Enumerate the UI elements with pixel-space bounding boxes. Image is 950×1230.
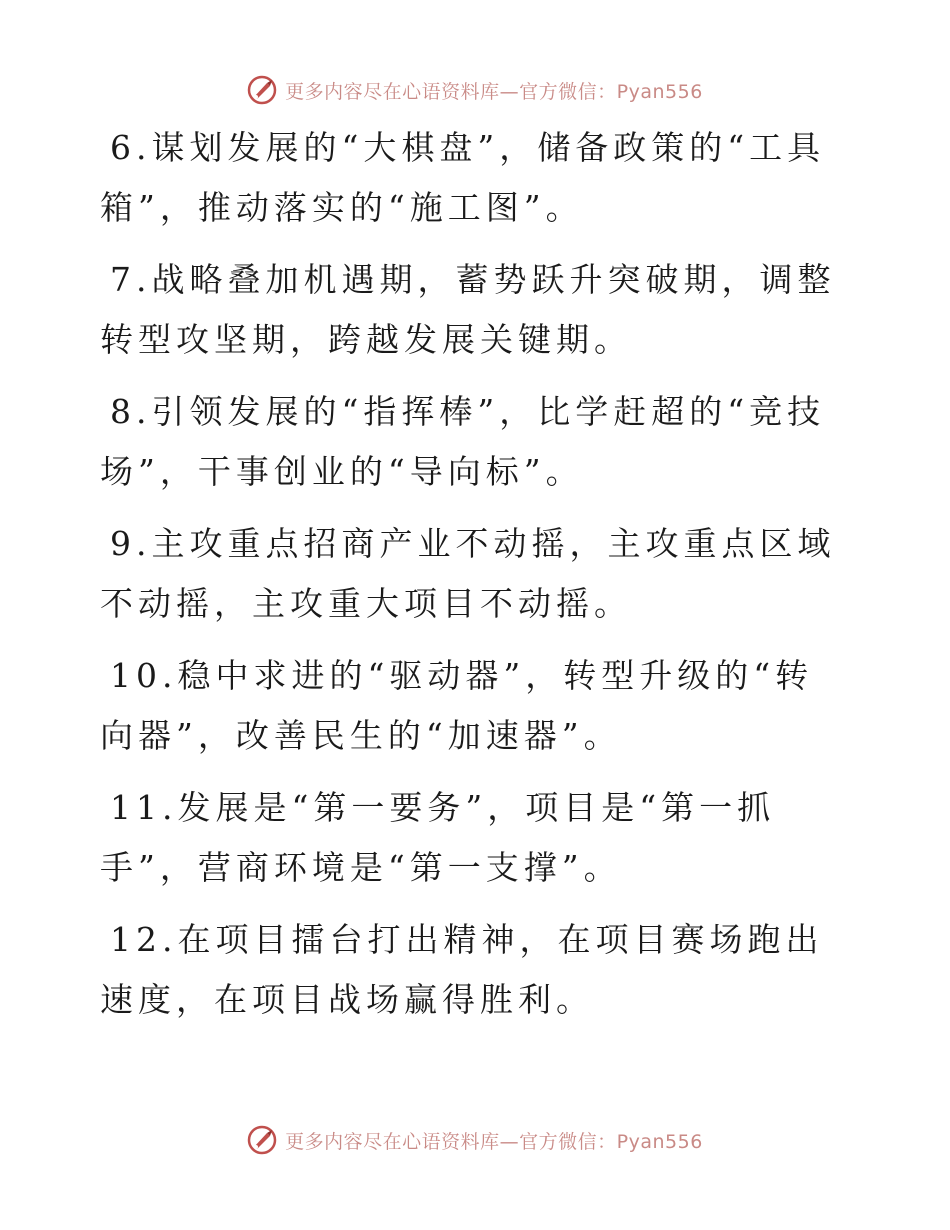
list-item: 12.在项目擂台打出精神，在项目赛场跑出速度，在项目战场赢得胜利。 xyxy=(100,920,824,1019)
footer-banner-text: 更多内容尽在心语资料库—官方微信：Pyan556 xyxy=(285,1130,703,1153)
document-body xyxy=(100,118,840,1042)
list-item: 11.发展是“第一要务”，项目是“第一抓手”，营商环境是“第一支撑”。 xyxy=(100,788,776,887)
quill-pen-logo-icon xyxy=(247,1125,277,1155)
header-banner-text: 更多内容尽在心语资料库—官方微信：Pyan556 xyxy=(285,80,703,103)
list-item: 9.主攻重点招商产业不动摇，主攻重点区域不动摇，主攻重大项目不动摇。 xyxy=(100,524,836,623)
footer-banner xyxy=(0,1122,950,1158)
list-item: 8.引领发展的“指挥棒”，比学赶超的“竞技场”，干事创业的“导向标”。 xyxy=(100,392,826,491)
list-item: 6.谋划发展的“大棋盘”，储备政策的“工具箱”，推动落实的“施工图”。 xyxy=(100,128,826,227)
quill-pen-logo-icon xyxy=(247,75,277,105)
header-banner xyxy=(0,72,950,108)
list-item: 7.战略叠加机遇期，蓄势跃升突破期，调整转型攻坚期，跨越发展关键期。 xyxy=(100,260,836,359)
list-item: 10.稳中求进的“驱动器”，转型升级的“转向器”，改善民生的“加速器”。 xyxy=(100,656,814,755)
